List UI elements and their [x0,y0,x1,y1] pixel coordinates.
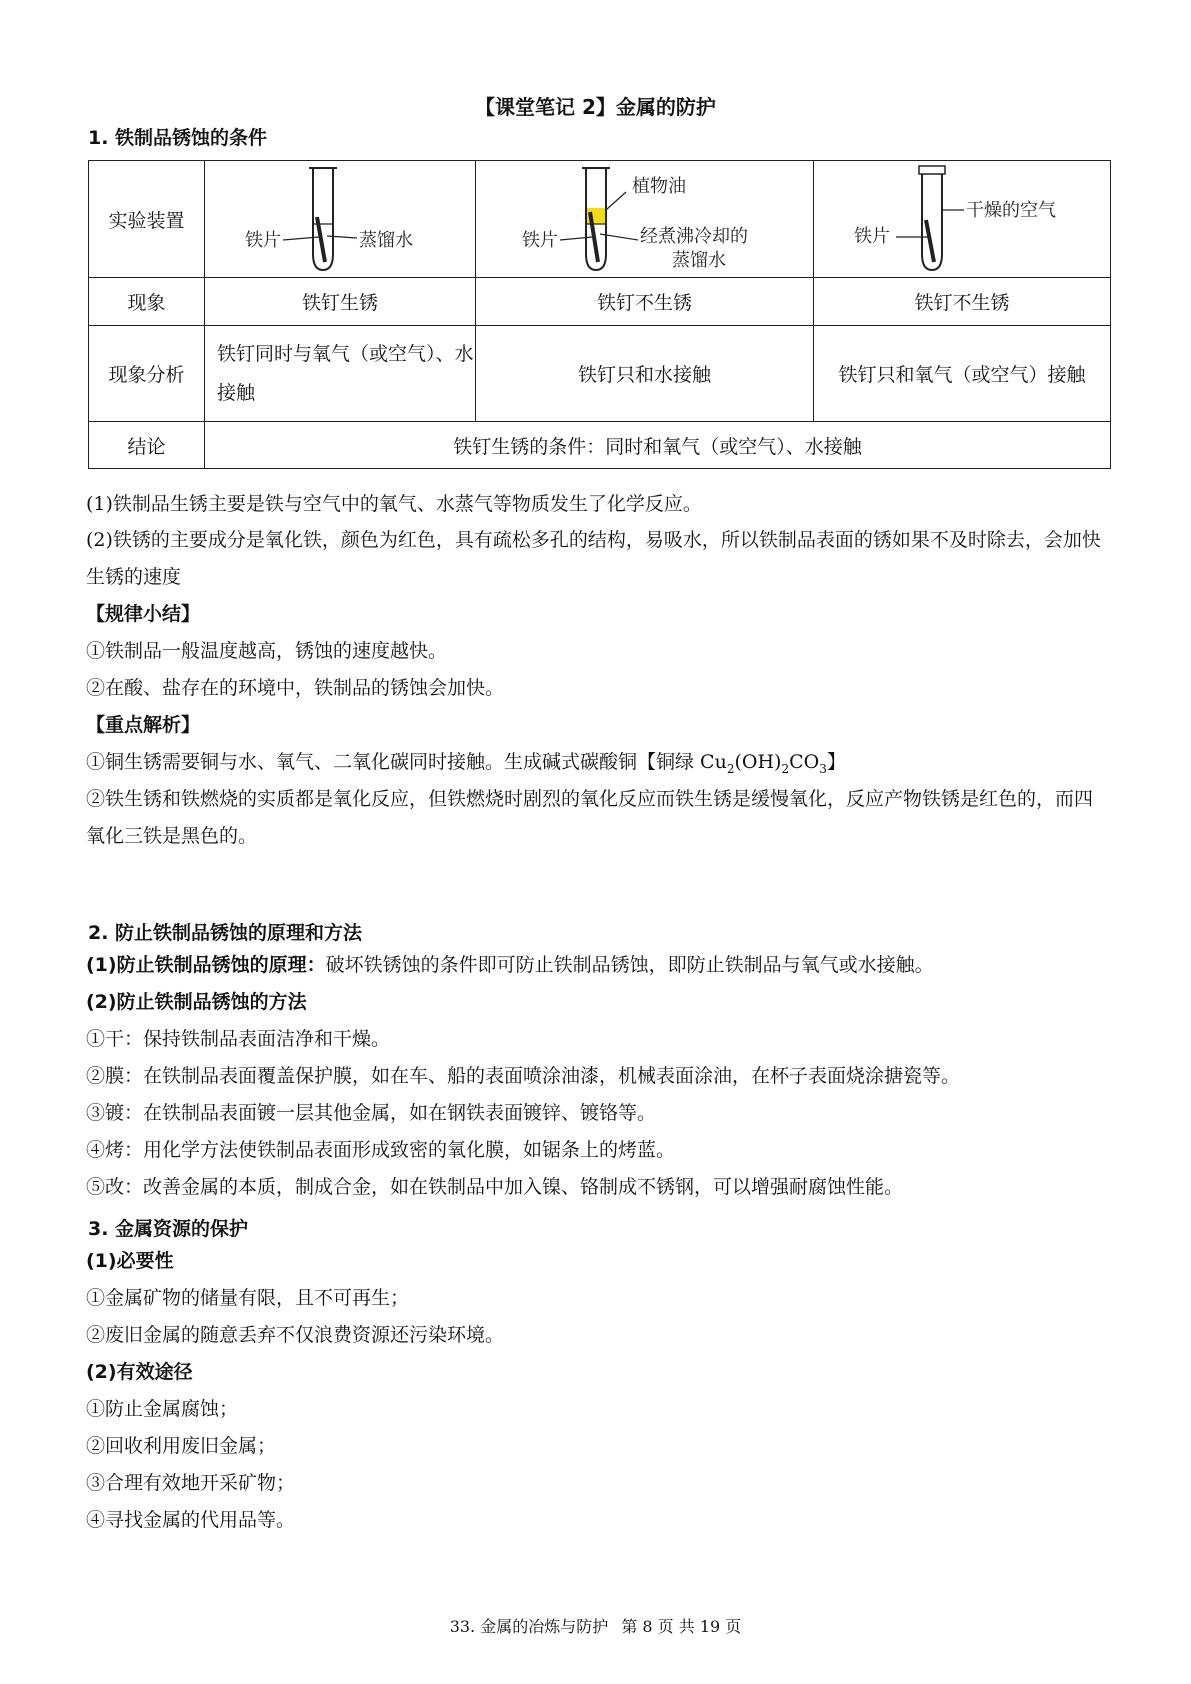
footer-page-number: 第 8 页 共 19 页 [621,1617,742,1636]
key-heading: 【重点解析】 [86,714,201,736]
phenomenon-3: 铁钉不生锈 [814,278,1111,326]
row-label-apparatus: 实验装置 [89,161,205,278]
key-point-2: ②铁生锈和铁燃烧的实质都是氧化反应，但铁燃烧时剧烈的氧化反应而铁生锈是缓慢氧化，反应产物铁锈是红色的，而四氧化三铁是黑色的。 [86,788,1094,847]
analysis-2: 铁钉只和水接触 [476,326,814,422]
table-row-analysis [89,326,1111,422]
way-1: ①防止金属腐蚀； [86,1398,239,1420]
iron-nail-shape [926,220,934,262]
phenomenon-2: 铁钉不生锈 [476,278,814,326]
row-label-conclusion: 结论 [89,422,205,469]
stopper-shape [919,166,945,174]
label-distilled-water-2: 蒸馏水 [672,249,726,271]
section1-heading: 1. 铁制品锈蚀的条件 [88,127,268,149]
table-row-conclusion [89,422,1111,469]
apparatus-cell-2 [476,161,814,278]
method-1: ①干：保持铁制品表面洁净和干燥。 [86,1028,391,1050]
apparatus-cell-3 [814,161,1111,278]
section3-heading: 3. 金属资源的保护 [88,1218,249,1240]
label-distilled-water: 蒸馏水 [359,229,413,251]
key-point-1: ①铜生锈需要铜与水、氧气、二氧化碳同时接触。生成碱式碳酸铜【铜绿 $Cu_2(OH)_2CO_3$】 [86,751,846,776]
footer-doc-title: 33. 金属的冶炼与防护 [449,1617,609,1636]
row-label-phenomena: 现象 [89,278,205,326]
note-2: (2)铁锈的主要成分是氧化铁，颜色为红色，具有疏松多孔的结构，易吸水，所以铁制品表面的锈如果不及时除去，会加快生锈的速度 [86,529,1101,588]
note-1: (1)铁制品生锈主要是铁与空气中的氧气、水蒸气等物质发生了化学反应。 [86,493,702,515]
label-iron-sheet: 铁片 [245,229,281,251]
test-tube-dry-air-diagram [814,162,1110,277]
methods-heading: (2)防止铁制品锈蚀的方法 [86,991,307,1013]
label-vegetable-oil: 植物油 [632,175,686,197]
principle-line [86,947,934,983]
rule-2: ②在酸、盐存在的环境中，铁制品的锈蚀会加快。 [86,677,505,699]
analysis-3: 铁钉只和氧气（或空气）接触 [814,326,1111,422]
label-dry-air: 干燥的空气 [966,199,1056,221]
row-label-analysis: 现象分析 [89,326,205,422]
page-footer [0,1614,1191,1637]
method-5: ⑤改：改善金属的本质，制成合金，如在铁制品中加入镍、铬制成不锈钢，可以增强耐腐蚀性能。 [86,1176,904,1198]
necessity-1: ①金属矿物的储量有限，且不可再生； [86,1287,410,1309]
method-4: ④烤：用化学方法使铁制品表面形成致密的氧化膜，如锯条上的烤蓝。 [86,1139,676,1161]
test-tube-water-diagram [205,162,475,277]
phenomenon-1: 铁钉生锈 [205,278,476,326]
test-tube-oil-diagram [476,162,813,277]
label-iron-sheet: 铁片 [522,229,558,251]
label-iron-sheet: 铁片 [854,225,890,247]
page-title: 【课堂笔记 2】金属的防护 [475,95,716,119]
way-2: ②回收利用废旧金属； [86,1435,277,1457]
table-row-apparatus [89,161,1111,278]
principle-text: 破坏铁锈蚀的条件即可防止铁制品锈蚀，即防止铁制品与氧气或水接触。 [325,954,934,976]
apparatus-cell-1 [205,161,476,278]
necessity-2: ②废旧金属的随意丢弃不仅浪费资源还污染环境。 [86,1324,505,1346]
rule-1: ①铁制品一般温度越高，锈蚀的速度越快。 [86,640,448,662]
method-3: ③镀：在铁制品表面镀一层其他金属，如在钢铁表面镀锌、镀铬等。 [86,1102,657,1124]
rule-heading: 【规律小结】 [86,603,201,625]
principle-label: (1)防止铁制品锈蚀的原理： [86,954,326,976]
way-4: ④寻找金属的代用品等。 [86,1509,296,1531]
experiment-table [88,160,1111,469]
necessity-heading: (1)必要性 [86,1250,174,1272]
label-boiled-cooled: 经煮沸冷却的 [640,225,748,247]
analysis-1: 铁钉同时与氧气（或空气）、水接触 [205,326,476,422]
method-2: ②膜：在铁制品表面覆盖保护膜，如在车、船的表面喷涂油漆，机械表面涂油，在杯子表面烧涂搪瓷等。 [86,1065,961,1087]
section2-heading: 2. 防止铁制品锈蚀的原理和方法 [88,922,363,944]
way-3: ③合理有效地开采矿物； [86,1472,296,1494]
table-row-phenomena [89,278,1111,326]
conclusion-text: 铁钉生锈的条件：同时和氧气（或空气）、水接触 [205,422,1111,469]
ways-heading: (2)有效途径 [86,1361,193,1383]
